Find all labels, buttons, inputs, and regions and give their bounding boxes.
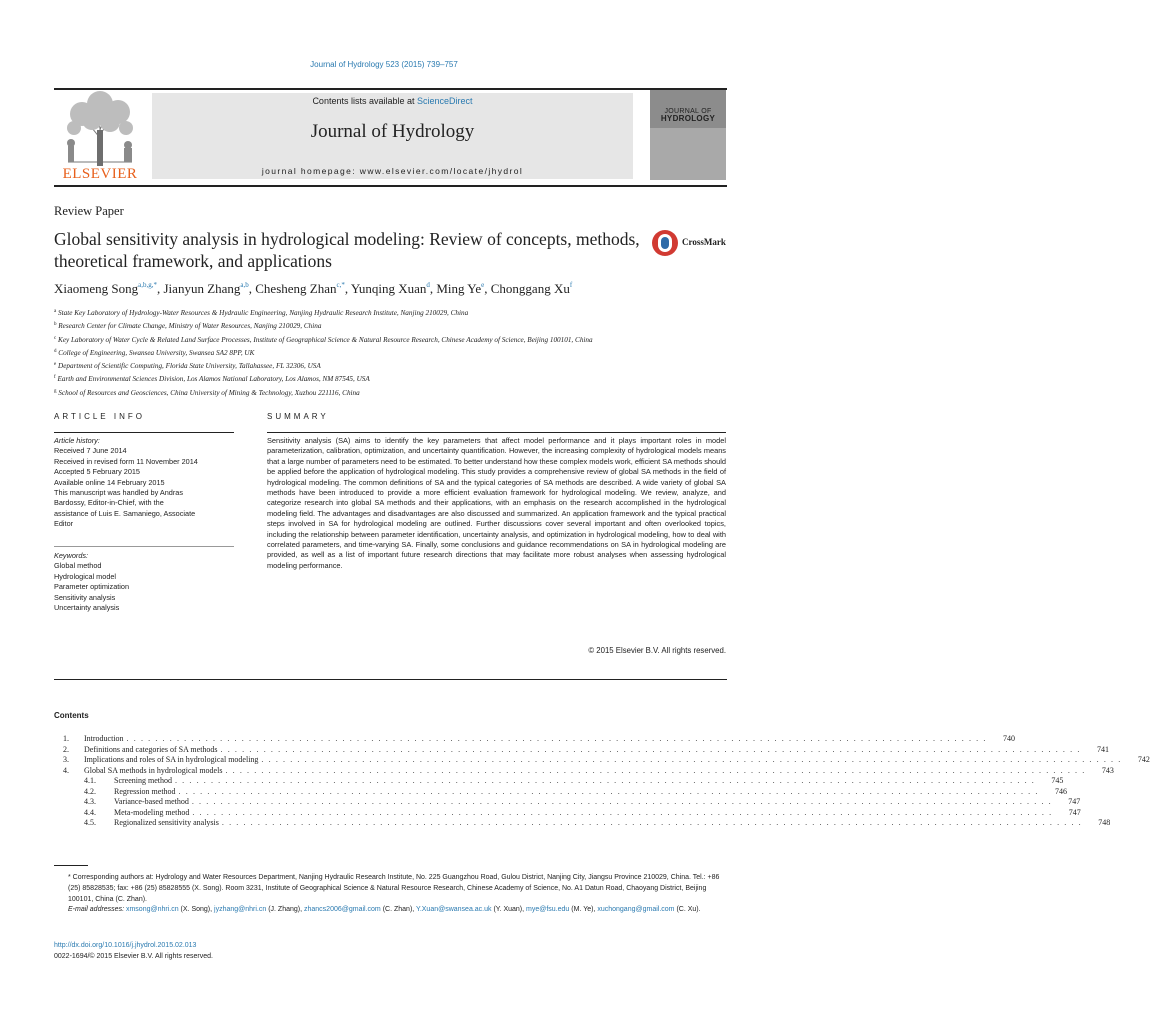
author-name: Chesheng Zhan xyxy=(255,281,337,296)
email-addresses xyxy=(54,905,727,916)
table-of-contents xyxy=(54,734,1150,829)
journal-cover-thumbnail xyxy=(650,88,726,180)
email-owner: (C. Zhan), xyxy=(380,906,417,914)
summary-bottom-rule xyxy=(54,679,727,680)
toc-title[interactable]: Regionalized sensitivity analysis xyxy=(114,818,219,827)
affiliation-list xyxy=(54,306,734,399)
author-affiliation-marker[interactable]: c,* xyxy=(336,281,345,289)
corresponding-author-note: * Corresponding authors at: Hydrology and Water Resources Department, Nanjing Hydraulic Research Institute, No. 225 Guangzhou Road, Gulou District, Nanjing City, Jiangsu Province 210029, China. Tel.: +86 (25) 85828535; fax: +86 (25) 85828555 (X. Song). Room 3231, Institute of Geographical Science & Natural Resource Research, Chinese Academy of Science, No. A1 Datun Road, Chaoyang District, Beijing 100101, China (C. Zhan). xyxy=(68,874,720,903)
toc-page-number: 742 xyxy=(1137,755,1150,764)
toc-title[interactable]: Screening method xyxy=(114,776,172,785)
toc-title[interactable]: Meta-modeling method xyxy=(114,807,190,817)
toc-number: 4.5. xyxy=(84,818,96,827)
crossmark-badge[interactable] xyxy=(652,230,728,258)
keyword: Hydrological model xyxy=(54,571,117,581)
toc-title[interactable]: Variance-based method xyxy=(114,797,189,806)
toc-number: 1. xyxy=(63,734,69,743)
toc-leader: . . . . . . . . . . . . . . . . . . . . . . . . . . . . . . . . . . . . . . . . . . . . . . . . . . . . . . . . . . . . . . . . . . . . . . . . . . . . . . . . . . . . . . . . . . . . . . . . . . . . . . . . . . . . . . . . . . . . . . . . xyxy=(192,807,1053,817)
article-info-rule xyxy=(54,432,234,433)
toc-page-number: 743 xyxy=(1101,765,1114,775)
email-link[interactable]: xuchongang@gmail.com xyxy=(597,906,675,914)
history-line: Available online 14 February 2015 xyxy=(54,477,165,487)
article-history xyxy=(54,436,234,530)
header-bottom-rule xyxy=(54,185,727,187)
sciencedirect-link[interactable]: ScienceDirect xyxy=(417,96,473,106)
summary-text: Sensitivity analysis (SA) aims to identify the key parameters that affect model performance and it plays important roles in model parameterization, calibration, optimization, and uncertainty quantification. However, the increasing complexity of hydrological models means that a large number of parameters need to be estimated. To better understand how these complex models work, efficient SA methods should be applied before the application of hydrological modeling. This study provides a comprehensive review of global SA methods in the field of hydrological modeling. The common definitions of SA and the typical categories of SA methods are described. A wide variety of global SA methods have been introduced to provide a more efficient evaluation framework for hydrological modeling. We review, analyze, and categorize research into global SA methods and their applications, with an emphasis on the research accomplished in the hydrological modeling field. The advantages and disadvantages are also discussed and summarized. An application framework and the typical practical steps involved in SA for hydrological modeling are outlined. Further discussions cover several important and often overlooked topics, including the relationship between parameter identification, uncertainty analysis, and optimization in hydrological modeling, how to deal with correlated parameters, and time-varying SA. Finally, some conclusions and guidance recommendations on SA in hydrological modeling are provided, as well as a list of important future research directions that may facilitate more robust analyses when assessing hydrological modeling performance. xyxy=(267,436,726,570)
history-line: Received in revised form 11 November 2014 xyxy=(54,456,198,466)
history-line: Editor xyxy=(54,519,74,529)
cover-band xyxy=(650,128,726,180)
affiliation-text: Department of Scientific Computing, Florida State University, Tallahassee, FL 32306, USA xyxy=(56,362,321,371)
toc-entry[interactable] xyxy=(54,734,1015,745)
toc-entry[interactable] xyxy=(54,776,1064,787)
author-name: Xiaomeng Song xyxy=(54,281,139,296)
toc-number: 2. xyxy=(63,744,69,754)
history-line: Received 7 June 2014 xyxy=(54,446,127,456)
affiliation xyxy=(54,333,734,346)
history-line: Bardossy, Editor-in-Chief, with the xyxy=(54,498,164,508)
affiliation-text: Key Laboratory of Water Cycle & Related Land Surface Processes, Institute of Geographical Science & Natural Resource Research, Chinese Academy of Science, Beijing 100101, China xyxy=(56,335,593,344)
affiliation-key: f xyxy=(54,375,56,381)
journal-title: Journal of Hydrology xyxy=(310,121,475,142)
affiliation xyxy=(54,359,734,372)
contents-prefix: Contents lists available at xyxy=(312,96,415,106)
author-name: Jianyun Zhang xyxy=(163,281,241,296)
author-separator: , xyxy=(248,281,256,296)
header-top-rule xyxy=(54,88,727,90)
footnote xyxy=(54,873,727,916)
affiliation-text: State Key Laboratory of Hydrology-Water Resources & Hydraulic Engineering, Nanjing Hydraulic Research Institute, Nanjing 210029, China xyxy=(56,309,469,317)
affiliation-text: School of Resources and Geosciences, China University of Mining & Technology, Xuzhou 221116, China xyxy=(56,388,360,397)
author-name: Ming Ye xyxy=(436,281,482,296)
crossmark-label: CrossMark xyxy=(682,237,726,247)
affiliation xyxy=(54,346,734,359)
cover-title-line2: HYDROLOGY xyxy=(660,114,716,123)
keywords xyxy=(54,551,234,613)
author-separator: , xyxy=(344,281,351,296)
toc-leader: . . . . . . . . . . . . . . . . . . . . . . . . . . . . . . . . . . . . . . . . . . . . . . . . . . . . . . . . . . . . . . . . . . . . . . . . . . . . . . . . . . . . . . . . . . . . . . . . . . . . . . . . . . . . . . . . . . . . . . . . xyxy=(191,797,1053,806)
summary-rule xyxy=(267,432,726,433)
toc-entry[interactable] xyxy=(54,765,1114,777)
toc-page-number: 746 xyxy=(1054,786,1067,796)
contents-heading: Contents xyxy=(54,711,89,720)
email-link[interactable]: jyzhang@nhri.cn xyxy=(214,906,267,914)
footnote-rule xyxy=(54,865,88,866)
toc-title[interactable]: Regression method xyxy=(114,786,176,796)
toc-leader: . . . . . . . . . . . . . . . . . . . . . . . . . . . . . . . . . . . . . . . . . . . . . . . . . . . . . . . . . . . . . . . . . . . . . . . . . . . . . . . . . . . . . . . . . . . . . . . . . . . . . . . . . . . . . . . . . . . . . . . . xyxy=(221,818,1083,827)
author-affiliation-marker[interactable]: a,b xyxy=(240,281,249,289)
toc-title[interactable]: Implications and roles of SA in hydrological modeling xyxy=(84,755,259,764)
author-name: Yunqing Xuan xyxy=(350,281,427,296)
toc-number: 3. xyxy=(63,755,69,764)
email-owner: (X. Song), xyxy=(178,906,215,914)
toc-page-number: 745 xyxy=(1051,776,1064,785)
affiliation-text: College of Engineering, Swansea University, Swansea SA2 8PP, UK xyxy=(56,348,255,357)
toc-page-number: 747 xyxy=(1068,797,1081,806)
affiliation-key: g xyxy=(54,388,57,394)
doi-link[interactable]: http://dx.doi.org/10.1016/j.jhydrol.2015.02.013 xyxy=(54,942,197,949)
cover-title-line1: JOURNAL OF xyxy=(664,108,712,115)
toc-page-number: 741 xyxy=(1096,744,1109,754)
toc-leader: . . . . . . . . . . . . . . . . . . . . . . . . . . . . . . . . . . . . . . . . . . . . . . . . . . . . . . . . . . . . . . . . . . . . . . . . . . . . . . . . . . . . . . . . . . . . . . . . . . . . . . . . . . . . . . . . . . . . . . . . xyxy=(178,786,1039,796)
toc-page-number: 748 xyxy=(1098,818,1111,827)
toc-leader: . . . . . . . . . . . . . . . . . . . . . . . . . . . . . . . . . . . . . . . . . . . . . . . . . . . . . . . . . . . . . . . . . . . . . . . . . . . . . . . . . . . . . . . . . . . . . . . . . . . . . . . . . . . . . . . . . . . . . . . . xyxy=(225,765,1086,775)
affiliation xyxy=(54,372,734,385)
affiliation-text: Research Center for Climate Change, Ministry of Water Resources, Nanjing 210029, China xyxy=(56,322,322,331)
toc-title[interactable]: Global SA methods in hydrological models xyxy=(84,765,223,775)
toc-entry[interactable] xyxy=(54,818,1111,829)
affiliation-key: e xyxy=(54,362,57,368)
author-affiliation-marker[interactable]: d xyxy=(426,281,430,289)
author-affiliation-marker[interactable]: e xyxy=(481,281,485,289)
toc-number: 4.1. xyxy=(84,776,96,785)
history-line: assistance of Luis E. Samaniego, Associate xyxy=(54,508,196,518)
email-label: E-mail addresses: xyxy=(68,906,126,914)
email-link[interactable]: Y.Xuan@swansea.ac.uk xyxy=(416,906,492,914)
toc-number: 4.4. xyxy=(84,807,96,817)
keyword: Parameter optimization xyxy=(54,582,130,592)
history-label: Article history: xyxy=(54,436,100,445)
email-owner: (C. Xu). xyxy=(674,906,701,914)
paper-type: Review Paper xyxy=(54,204,124,218)
affiliation-key: a xyxy=(54,309,57,314)
keyword: Global method xyxy=(54,561,102,571)
issn-line: 0022-1694/© 2015 Elsevier B.V. All rights reserved. xyxy=(54,953,213,960)
keywords-label: Keywords: xyxy=(54,551,89,560)
toc-number: 4. xyxy=(63,765,69,775)
keyword: Sensitivity analysis xyxy=(54,592,116,602)
toc-entry[interactable] xyxy=(54,807,1081,819)
contents-available xyxy=(152,96,633,106)
summary-heading: SUMMARY xyxy=(267,412,329,421)
publisher-name: ELSEVIER xyxy=(62,166,138,182)
email-link[interactable]: zhancs2006@gmail.com xyxy=(304,906,381,914)
journal-citation[interactable]: Journal of Hydrology 523 (2015) 739–757 xyxy=(310,60,458,69)
affiliation xyxy=(54,319,734,332)
email-link[interactable]: xmsong@nhri.cn xyxy=(125,906,179,914)
toc-leader: . . . . . . . . . . . . . . . . . . . . . . . . . . . . . . . . . . . . . . . . . . . . . . . . . . . . . . . . . . . . . . . . . . . . . . . . . . . . . . . . . . . . . . . . . . . . . . . . . . . . . . . . . . . . . . . . . . . . . . . . xyxy=(220,744,1081,754)
email-owner: (Y. Xuan), xyxy=(491,906,527,914)
toc-entry[interactable] xyxy=(54,797,1081,808)
toc-page-number: 740 xyxy=(1002,734,1015,743)
affiliation xyxy=(54,386,734,399)
history-line: Accepted 5 February 2015 xyxy=(54,467,140,477)
affiliation-key: d xyxy=(54,348,57,354)
affiliation-text: Earth and Environmental Sciences Division, Los Alamos National Laboratory, Los Alamos, NM 87545, USA xyxy=(55,375,370,384)
summary-copyright: © 2015 Elsevier B.V. All rights reserved. xyxy=(588,646,726,655)
cover-title xyxy=(656,108,720,122)
email-owner: (J. Zhang), xyxy=(266,906,304,914)
email-owner: (M. Ye), xyxy=(569,906,598,914)
toc-leader: . . . . . . . . . . . . . . . . . . . . . . . . . . . . . . . . . . . . . . . . . . . . . . . . . . . . . . . . . . . . . . . . . . . . . . . . . . . . . . . . . . . . . . . . . . . . . . . . . . . . . . . . . . . . . . . . . . . . . . . . xyxy=(174,776,1036,785)
toc-leader: . . . . . . . . . . . . . . . . . . . . . . . . . . . . . . . . . . . . . . . . . . . . . . . . . . . . . . . . . . . . . . . . . . . . . . . . . . . . . . . . . . . . . . . . . . . . . . . . . . . . . . . . . . . . . . . . . . . . . . . . xyxy=(126,734,987,743)
author-separator: , xyxy=(157,281,164,296)
article-info-heading: ARTICLE INFO xyxy=(54,412,145,421)
history-line: This manuscript was handled by Andras xyxy=(54,488,183,498)
keywords-rule xyxy=(54,546,234,547)
toc-title[interactable]: Introduction xyxy=(84,734,124,743)
toc-number: 4.2. xyxy=(84,786,96,796)
journal-homepage[interactable]: journal homepage: www.elsevier.com/locate/jhydrol xyxy=(261,166,524,176)
author-affiliation-marker[interactable]: a,b,g,* xyxy=(138,281,157,289)
toc-number: 4.3. xyxy=(84,797,96,806)
affiliation xyxy=(54,306,734,319)
author-separator: , xyxy=(484,281,491,296)
toc-entry[interactable] xyxy=(54,755,1150,766)
email-link[interactable]: mye@fsu.edu xyxy=(526,906,570,914)
toc-leader: . . . . . . . . . . . . . . . . . . . . . . . . . . . . . . . . . . . . . . . . . . . . . . . . . . . . . . . . . . . . . . . . . . . . . . . . . . . . . . . . . . . . . . . . . . . . . . . . . . . . . . . . . . . . . . . . . . . . . . . . xyxy=(261,755,1122,764)
toc-entry[interactable] xyxy=(54,786,1067,798)
affiliation-key: c xyxy=(54,335,57,341)
article-title: Global sensitivity analysis in hydrological modeling: Review of concepts, methods, theoretical framework, and applications xyxy=(54,229,640,271)
author-separator: , xyxy=(429,281,437,296)
author-affiliation-marker[interactable]: f xyxy=(569,281,573,289)
journal-banner xyxy=(152,93,633,179)
author-list xyxy=(54,281,754,297)
author-name: Chonggang Xu xyxy=(490,281,570,296)
affiliation-key: b xyxy=(54,322,57,328)
toc-entry[interactable] xyxy=(54,744,1109,756)
toc-page-number: 747 xyxy=(1068,807,1081,817)
keyword: Uncertainty analysis xyxy=(54,603,120,613)
toc-title[interactable]: Definitions and categories of SA methods xyxy=(84,744,218,754)
